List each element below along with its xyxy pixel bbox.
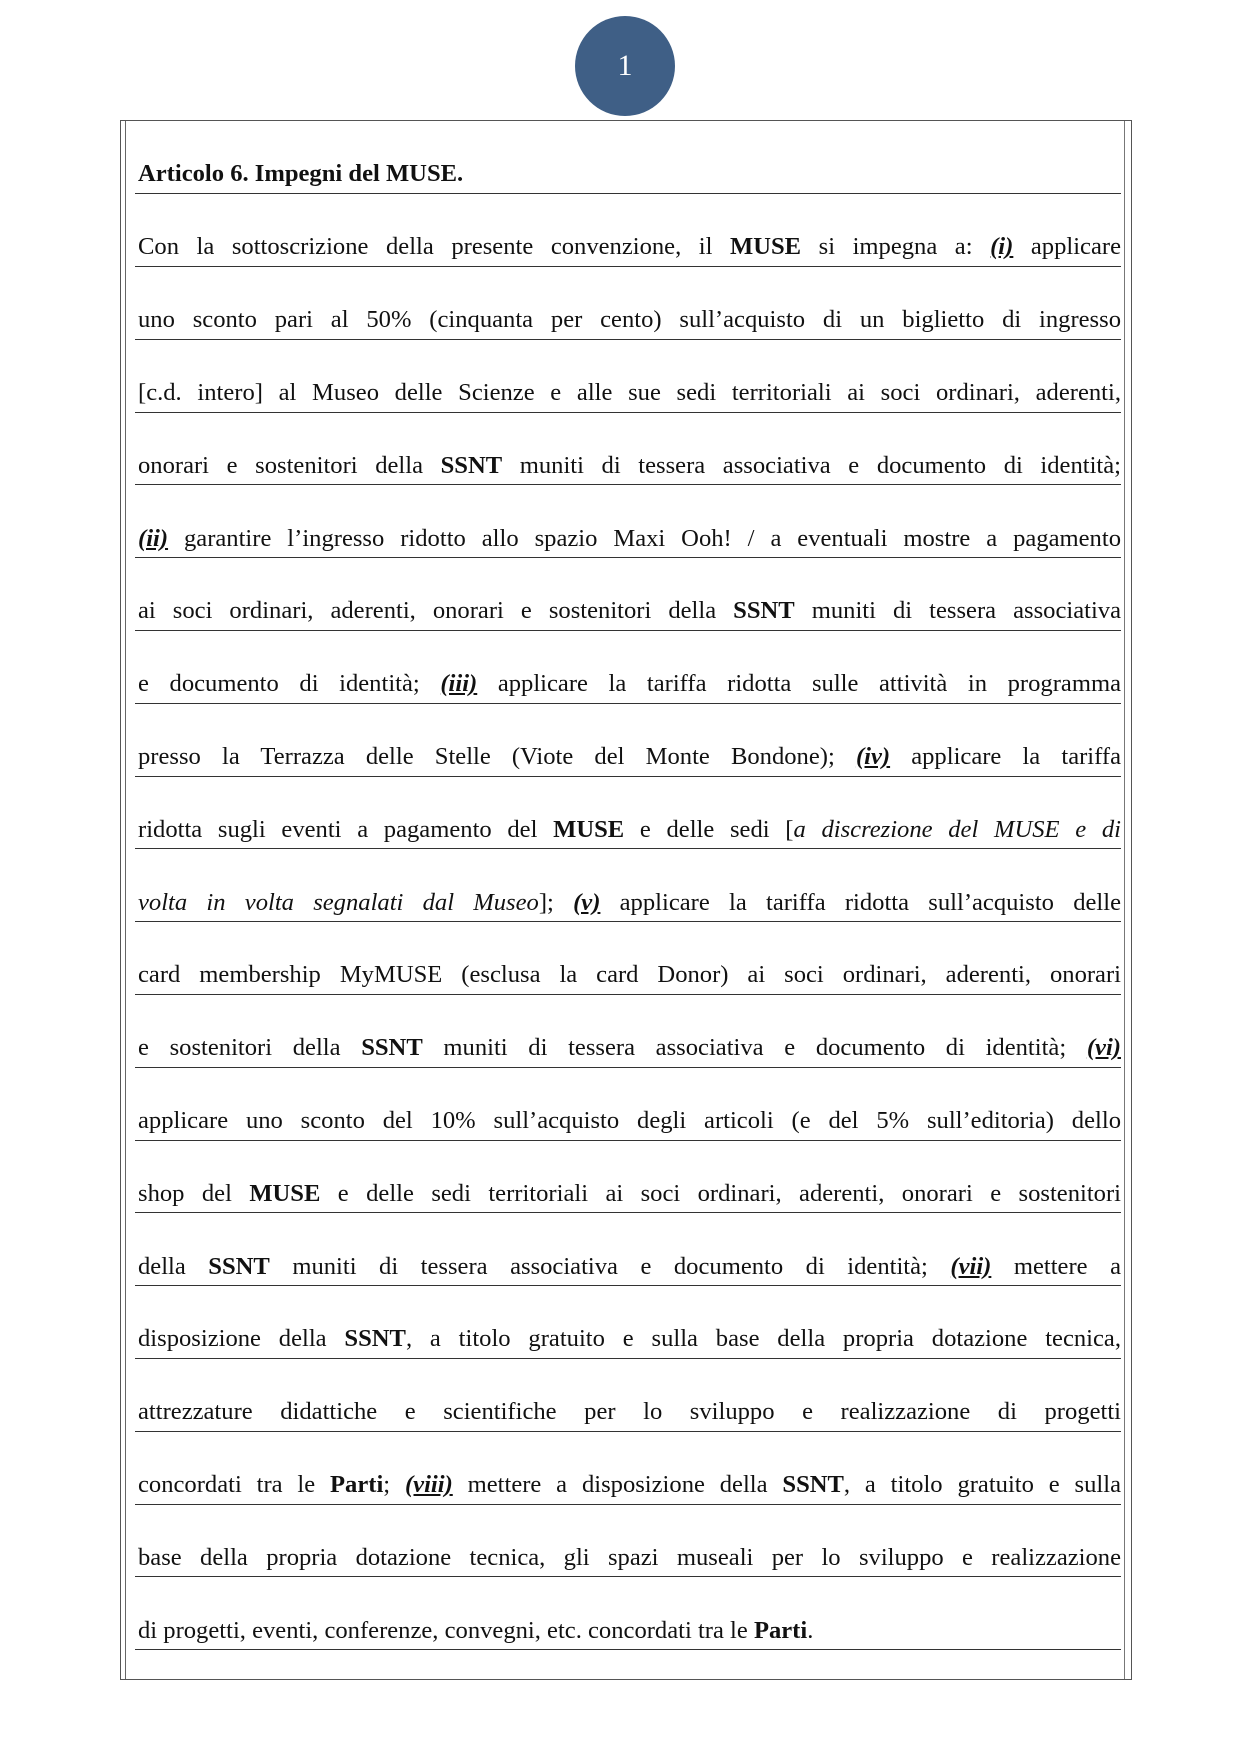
text-segment: applicare la tariffa ridotta sull’acquisto delle xyxy=(600,888,1121,916)
bold-term: MUSE xyxy=(249,1179,321,1207)
text-line-content xyxy=(138,599,1121,624)
text-segment: applicare la tariffa ridotta sulle attività in programma xyxy=(477,670,1121,698)
text-segment: garantire l’ingresso ridotto allo spazio Maxi Ooh! / a eventuali mostre a pagamento xyxy=(168,524,1121,552)
text-segment: mettere a xyxy=(991,1252,1121,1280)
item-marker: (v) xyxy=(573,888,601,916)
text-segment: [c.d. intero] al Museo delle Scienze e alle sue sedi territoriali ai soci ordinari, aderenti, xyxy=(138,379,1121,406)
bold-term: Parti xyxy=(753,1616,808,1644)
text-line-content xyxy=(138,1109,1121,1134)
text-segment: applicare uno sconto del 10% sull’acquisto degli articoli (e del 5% sull’editoria) dello xyxy=(138,1107,1121,1134)
text-line-content xyxy=(138,1252,1121,1280)
text-segment: e delle sedi [ xyxy=(624,815,794,843)
text-line-content xyxy=(138,524,1121,552)
text-line-content xyxy=(138,672,1121,697)
text-line xyxy=(135,1140,1121,1213)
frame-inner-left-rule xyxy=(125,121,126,1679)
text-line xyxy=(135,631,1121,704)
item-marker: (vi) xyxy=(1086,1034,1121,1062)
text-line-content xyxy=(138,1616,1121,1644)
text-segment: ai soci ordinari, aderenti, onorari e sostenitori della xyxy=(138,597,734,625)
text-line xyxy=(135,704,1121,777)
text-segment: muniti di tessera associativa e documento di identità; xyxy=(269,1252,951,1280)
text-line-content xyxy=(138,1179,1121,1207)
text-segment: attrezzature didattiche e scientifiche per lo sviluppo e realizzazione di progetti xyxy=(138,1398,1121,1426)
text-line xyxy=(135,922,1121,995)
article-title: Articolo 6. Impegni del MUSE. xyxy=(138,160,464,188)
bold-term: SSNT xyxy=(733,597,795,625)
text-segment: muniti di tessera associativa xyxy=(794,597,1121,625)
text-line-content xyxy=(138,963,1121,988)
text-segment: della xyxy=(138,1252,209,1280)
italic-text: volta in volta segnalati dal Museo xyxy=(138,888,539,916)
text-line-content xyxy=(138,451,1122,479)
text-line xyxy=(135,485,1121,558)
text-line-content xyxy=(138,1327,1121,1352)
bold-term: SSNT xyxy=(361,1034,423,1062)
text-line xyxy=(135,995,1121,1068)
text-segment: concordati tra le xyxy=(138,1471,331,1498)
text-line xyxy=(135,340,1121,413)
item-marker: (viii) xyxy=(404,1471,453,1498)
bold-term: SSNT xyxy=(440,451,503,479)
text-line xyxy=(135,412,1121,485)
text-line-content xyxy=(138,888,1121,916)
document-frame xyxy=(120,120,1132,1680)
item-marker: (iii) xyxy=(440,670,478,698)
text-segment: card membership MyMUSE (esclusa la card Donor) ai soci ordinari, aderenti, onorari xyxy=(138,961,1121,989)
text-line xyxy=(135,1359,1121,1432)
item-marker: (vii) xyxy=(950,1252,992,1280)
text-segment: disposizione della xyxy=(138,1325,345,1353)
text-line xyxy=(135,194,1121,267)
text-segment: di progetti, eventi, conferenze, convegni, etc. concordati tra le xyxy=(138,1616,754,1644)
text-line xyxy=(135,849,1121,922)
text-line-content xyxy=(138,381,1121,406)
text-line xyxy=(135,1286,1121,1359)
text-segment: Con la sottoscrizione della presente convenzione, il xyxy=(138,233,731,261)
text-segment: shop del xyxy=(138,1179,250,1207)
text-line-content xyxy=(138,1543,1121,1571)
text-segment: e documento di identità; xyxy=(138,670,441,698)
page-number-badge: 1 xyxy=(575,16,675,116)
text-segment: e delle sedi territoriali ai soci ordinari, aderenti, onorari e sostenitori xyxy=(320,1179,1121,1207)
text-line xyxy=(135,267,1121,340)
text-segment: ridotta sugli eventi a pagamento del xyxy=(138,815,554,843)
item-marker: (ii) xyxy=(138,524,169,552)
text-line-content xyxy=(138,1473,1121,1498)
text-line xyxy=(135,776,1121,849)
text-line xyxy=(135,1504,1121,1577)
text-segment: uno sconto pari al 50% (cinquanta per cento) sull’acquisto di un biglietto di ingresso xyxy=(138,306,1121,334)
bold-term: MUSE xyxy=(730,233,802,261)
text-segment: ; xyxy=(383,1471,405,1498)
text-line xyxy=(135,1432,1121,1505)
text-line xyxy=(135,1577,1121,1650)
item-marker: (iv) xyxy=(855,743,891,770)
text-segment: , a titolo gratuito e sulla base della propria dotazione tecnica, xyxy=(405,1325,1121,1353)
text-segment: ]; xyxy=(538,888,574,916)
text-segment: applicare xyxy=(1013,233,1121,261)
text-line xyxy=(135,558,1121,631)
bold-term: SSNT xyxy=(208,1252,270,1280)
article-title-line xyxy=(135,121,1121,194)
text-segment: , a titolo gratuito e sulla xyxy=(843,1471,1121,1498)
italic-text: a discrezione del MUSE e di xyxy=(793,815,1121,843)
bold-term: SSNT xyxy=(782,1471,844,1498)
text-segment: base della propria dotazione tecnica, gli spazi museali per lo sviluppo e realizzazione xyxy=(138,1543,1121,1571)
text-segment: . xyxy=(807,1616,814,1644)
bold-term: MUSE xyxy=(553,815,625,843)
text-segment: mettere a disposizione della xyxy=(452,1471,783,1498)
text-segment: si impegna a: xyxy=(801,233,991,261)
text-line xyxy=(135,1213,1121,1286)
text-segment: applicare la tariffa xyxy=(890,743,1121,770)
text-segment: presso la Terrazza delle Stelle (Viote del Monte Bondone); xyxy=(138,743,856,770)
bold-term: SSNT xyxy=(344,1325,406,1353)
text-line-content xyxy=(138,1400,1121,1425)
text-segment: muniti di tessera associativa e documento di identità; xyxy=(422,1034,1087,1062)
text-line-content xyxy=(138,745,1121,770)
text-segment: muniti di tessera associativa e documento di identità; xyxy=(502,451,1122,479)
frame-inner-right-rule xyxy=(1124,121,1125,1679)
text-line-content xyxy=(138,308,1121,333)
text-line-content xyxy=(138,815,1121,843)
text-segment: e sostenitori della xyxy=(138,1034,362,1062)
text-line-content xyxy=(138,235,1121,260)
text-segment: onorari e sostenitori della xyxy=(138,451,441,479)
text-line-content xyxy=(138,1036,1121,1061)
bold-term: Parti xyxy=(330,1471,384,1498)
text-line xyxy=(135,1068,1121,1141)
item-marker: (i) xyxy=(990,233,1014,261)
